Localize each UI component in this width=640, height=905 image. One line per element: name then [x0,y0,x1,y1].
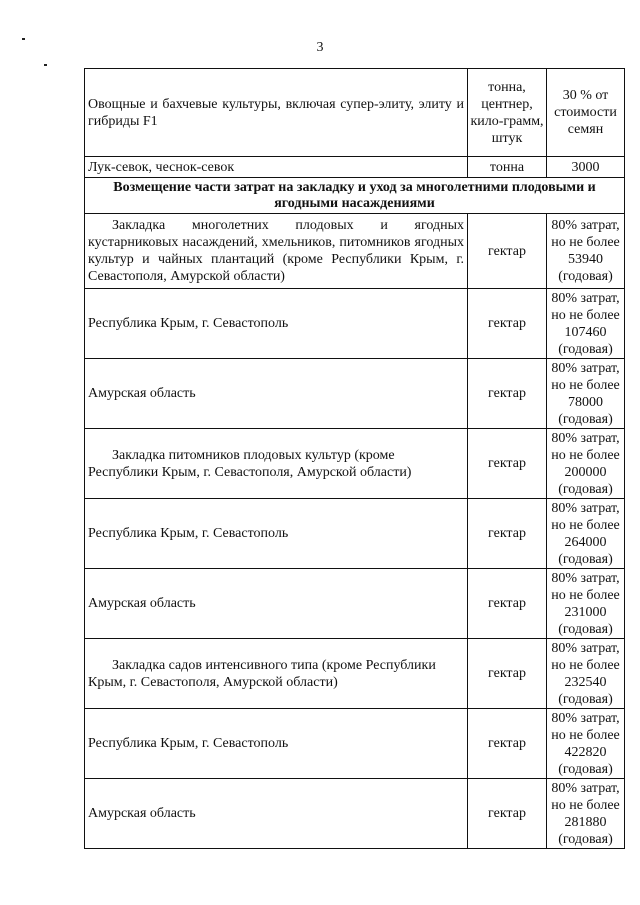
table-row [85,569,625,639]
rate-cell: 30 % от стоимости семян [547,69,625,157]
crop-description: Овощные и бахчевые культуры, включая супер-элиту, элиту и гибриды F1 [85,69,468,157]
unit-cell: гектар [468,779,547,849]
rate-cell: 80% затрат, но не более 264000 (годовая) [547,499,625,569]
rate-cell: 80% затрат, но не более 232540 (годовая) [547,639,625,709]
table-row [85,639,625,709]
table-row [85,359,625,429]
unit-cell: гектар [468,499,547,569]
subsidy-rates-table [84,68,625,849]
section-title: Возмещение части затрат на закладку и уход за многолетними плодовыми и ягодными насаждениями [85,178,625,214]
group-title: Закладка садов интенсивного типа (кроме Республики Крым, г. Севастополя, Амурской области) [85,639,468,709]
scan-mark [22,38,25,40]
region-cell: Амурская область [85,359,468,429]
region-cell: Республика Крым, г. Севастополь [85,499,468,569]
unit-cell: гектар [468,359,547,429]
table-row [85,499,625,569]
table-row [85,709,625,779]
group-title: Закладка питомников плодовых культур (кроме Республики Крым, г. Севастополя, Амурской области) [85,429,468,499]
unit-cell: гектар [468,569,547,639]
region-cell: Амурская область [85,569,468,639]
table-row [85,69,625,157]
rate-cell: 3000 [547,157,625,178]
rate-cell: 80% затрат, но не более 231000 (годовая) [547,569,625,639]
unit-cell: гектар [468,289,547,359]
rate-cell: 80% затрат, но не более 281880 (годовая) [547,779,625,849]
table-row [85,289,625,359]
unit-cell: гектар [468,214,547,289]
rate-cell: 80% затрат, но не более 78000 (годовая) [547,359,625,429]
page-number: 3 [316,40,324,55]
unit-cell: гектар [468,639,547,709]
scan-mark [44,64,47,66]
table-row [85,429,625,499]
region-cell: Республика Крым, г. Севастополь [85,709,468,779]
table-row [85,214,625,289]
section-header-row [85,178,625,214]
unit-cell: гектар [468,429,547,499]
crop-description: Лук-севок, чеснок-севок [85,157,468,178]
region-cell: Амурская область [85,779,468,849]
rate-cell: 80% затрат, но не более 200000 (годовая) [547,429,625,499]
table-row [85,779,625,849]
unit-cell: тонна, центнер, кило-грамм, штук [468,69,547,157]
group-title: Закладка многолетних плодовых и ягодных кустарниковых насаждений, хмельников, питомников ягодных культур и чайных плантаций (кроме Республики Крым, г. Севастополя, Амурской области) [85,214,468,289]
rate-cell: 80% затрат, но не более 107460 (годовая) [547,289,625,359]
unit-cell: тонна [468,157,547,178]
rate-cell: 80% затрат, но не более 53940 (годовая) [547,214,625,289]
rate-cell: 80% затрат, но не более 422820 (годовая) [547,709,625,779]
table-row [85,157,625,178]
region-cell: Республика Крым, г. Севастополь [85,289,468,359]
unit-cell: гектар [468,709,547,779]
